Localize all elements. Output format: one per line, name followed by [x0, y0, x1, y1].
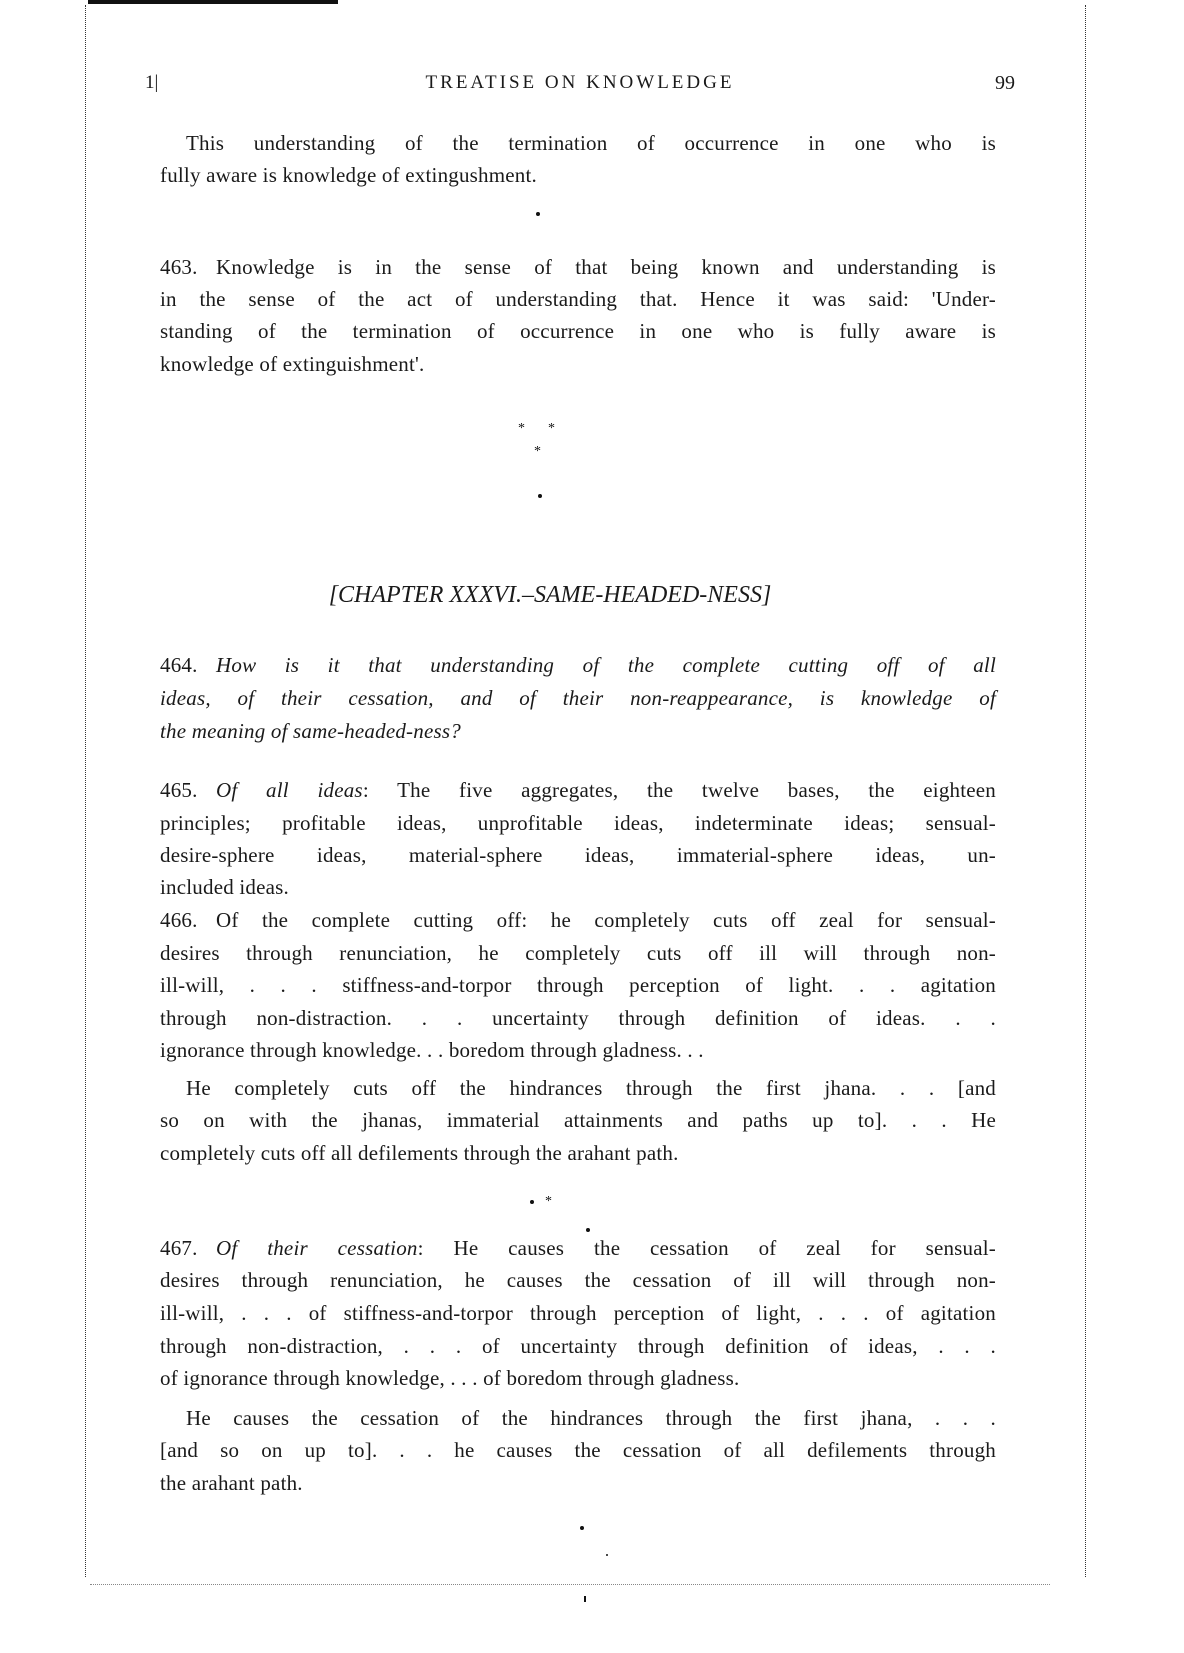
text-line: ideas, of their cessation, and of their non-reappearance, is knowledge of — [160, 686, 996, 710]
text-line: the arahant path. — [160, 1471, 303, 1495]
chapter-heading: [CHAPTER XXXVI.–SAME-HEADED-NESS] — [328, 582, 772, 608]
text-line: He causes the cessation of the hindrances through the first jhana, . . . — [186, 1406, 996, 1430]
page-number: 99 — [995, 72, 1015, 94]
ornament-dot — [538, 494, 542, 498]
text-run: Knowledge is in the sense of that being known and understanding is — [216, 255, 996, 279]
text-line: fully aware is knowledge of extingushment. — [160, 163, 537, 187]
scan-left-margin-line — [85, 5, 86, 1577]
text-line: in the sense of the act of understanding that. Hence it was said: 'Under- — [160, 287, 996, 311]
text-line — [160, 1233, 996, 1263]
ornament-asterisk: * — [548, 421, 555, 436]
paragraph-number: 465. — [160, 778, 198, 802]
text-run: Of the complete cutting off: he completely cuts off zeal for sensual- — [216, 908, 996, 932]
text-line: standing of the termination of occurrence in one who is fully aware is — [160, 319, 996, 343]
text-line: ignorance through knowledge. . . boredom through gladness. . . — [160, 1038, 704, 1062]
text-line: desires through renunciation, he completely cuts off ill will through non- — [160, 941, 996, 965]
text-line: desire-sphere ideas, material-sphere ideas, immaterial-sphere ideas, un- — [160, 843, 996, 867]
paragraph-number: 466. — [160, 908, 198, 932]
text-line: through non-distraction. . . uncertainty through definition of ideas. . . — [160, 1006, 996, 1030]
text-line: of ignorance through knowledge, . . . of boredom through gladness. — [160, 1366, 740, 1390]
text-line: He completely cuts off the hindrances through the first jhana. . . [and — [186, 1076, 996, 1100]
text-line: This understanding of the termination of occurrence in one who is — [186, 131, 996, 155]
ornament-dot — [606, 1554, 608, 1556]
ornament-asterisk: * — [518, 421, 525, 436]
text-line: completely cuts off all defilements through the arahant path. — [160, 1141, 679, 1165]
running-title: TREATISE ON KNOWLEDGE — [425, 72, 735, 93]
text-line: so on with the jhanas, immaterial attainments and paths up to]. . . He — [160, 1108, 996, 1132]
running-header — [145, 72, 1015, 102]
scan-right-margin-line — [1085, 5, 1086, 1577]
scan-bottom-edge — [90, 1584, 1050, 1585]
ornament-dot — [586, 1228, 590, 1232]
text-line: ill-will, . . . stiffness-and-torpor through perception of light. . . agitation — [160, 973, 996, 997]
text-line — [160, 905, 996, 935]
paragraph-number: 467. — [160, 1236, 198, 1260]
paragraph-lead: Of all ideas — [216, 778, 363, 802]
text-line: through non-distraction, . . . of uncertainty through definition of ideas, . . . — [160, 1334, 996, 1358]
text-run: How is it that understanding of the complete cutting off of all — [216, 653, 996, 677]
text-line: ill-will, . . . of stiffness-and-torpor through perception of light, . . . of agitation — [160, 1301, 996, 1325]
ornament-mark — [584, 1596, 586, 1602]
text-line — [160, 775, 996, 805]
text-run: : The five aggregates, the twelve bases, the eighteen — [362, 778, 996, 802]
text-line: [and so on up to]. . . he causes the cessation of all defilements through — [160, 1438, 996, 1462]
ornament-asterisk: * — [534, 444, 541, 459]
text-line — [160, 650, 996, 680]
ornament-dot — [530, 1200, 534, 1204]
text-line: included ideas. — [160, 875, 289, 899]
ornament-dot — [536, 212, 540, 216]
text-line — [160, 252, 996, 282]
text-run: : He causes the cessation of zeal for sensual- — [417, 1236, 996, 1260]
paragraph-number: 464. — [160, 653, 198, 677]
text-line: desires through renunciation, he causes the cessation of ill will through non- — [160, 1268, 996, 1292]
paragraph-lead: Of their cessation — [216, 1236, 418, 1260]
scan-top-edge — [88, 0, 338, 4]
text-line: the meaning of same-headed-ness? — [160, 719, 461, 743]
header-left-mark: 1| — [145, 72, 159, 93]
paragraph-number: 463. — [160, 255, 198, 279]
ornament-dot — [580, 1526, 584, 1530]
text-line: principles; profitable ideas, unprofitable ideas, indeterminate ideas; sensual- — [160, 811, 996, 835]
ornament-asterisk: * — [545, 1194, 552, 1209]
text-line: knowledge of extinguishment'. — [160, 352, 425, 376]
